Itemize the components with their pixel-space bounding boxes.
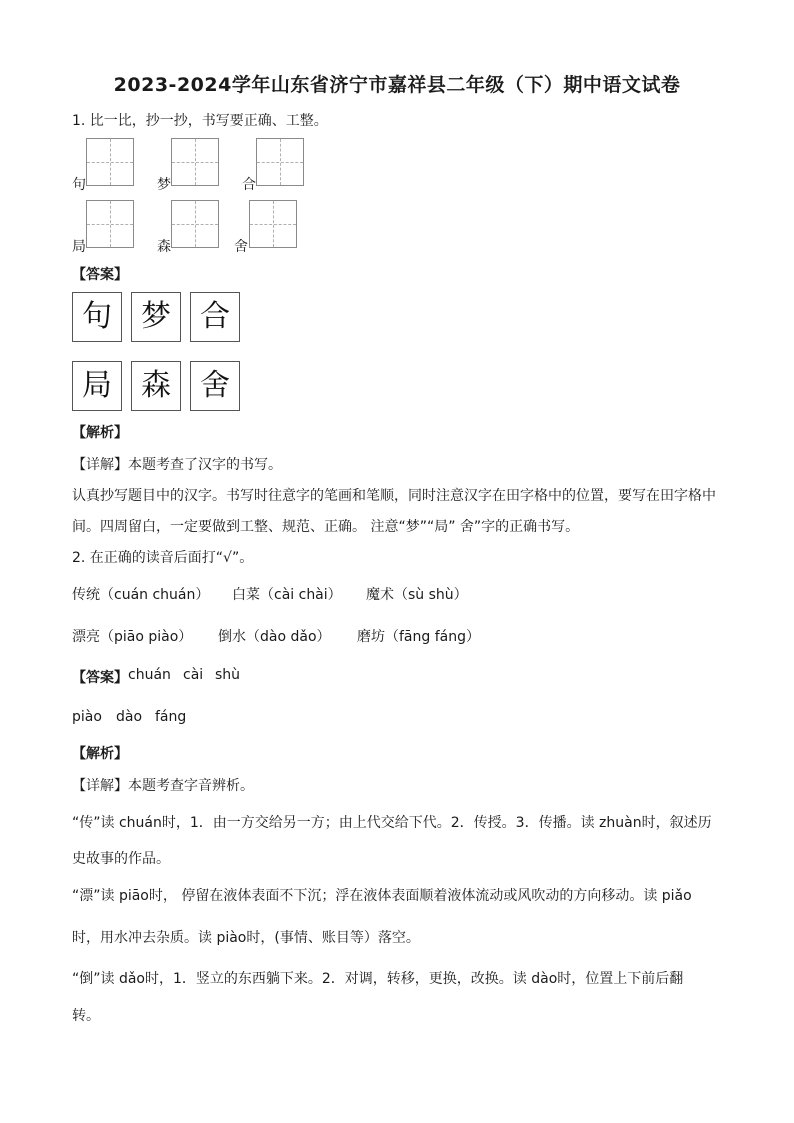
answer-pinyin: shù — [215, 667, 241, 683]
question-2-prompt: 2. 在正确的读音后面打“√”。 — [72, 550, 254, 566]
answer-char-box — [190, 361, 240, 411]
char-label: 森 — [157, 239, 171, 255]
answer-pinyin: fáng — [155, 709, 187, 725]
answer-pinyin: piào — [72, 709, 102, 725]
answer-pinyin: cài — [183, 667, 204, 683]
answer-pinyin: chuán — [128, 667, 171, 683]
explanation-line: “传”读 chuán时，1．由一方交给另一方；由上代交给下代。2．传授。3．传播。读 zhuàn时，叙述历 — [72, 815, 712, 831]
answer-pinyin: dào — [116, 709, 143, 725]
explanation-line: 转。 — [72, 1008, 100, 1024]
pinyin-option[interactable]: 魔术（sù shù） — [366, 587, 468, 603]
explanation-line: 时，用水冲去杂质。读 piào时，(事情、账目等）落空。 — [72, 930, 420, 946]
pinyin-option[interactable]: 漂亮（piāo piào） — [72, 629, 193, 645]
answer-char: 森 — [141, 368, 171, 403]
char-label: 梦 — [157, 177, 171, 193]
analysis-tag: 【解析】 — [72, 746, 128, 762]
answer-char-box — [72, 292, 122, 342]
detail-text: 【详解】本题考查字音辨析。 — [72, 778, 254, 794]
writing-grid-box[interactable] — [249, 200, 297, 248]
writing-grid-box[interactable] — [86, 138, 134, 186]
explanation-line: 史故事的作品。 — [72, 851, 170, 867]
pinyin-option[interactable]: 倒水（dào dǎo） — [218, 629, 331, 645]
explanation-line: “倒”读 dǎo时，1．竖立的东西躺下来。2．对调，转移，更换，改换。读 dào时，位置上下前后翻 — [72, 971, 684, 987]
answer-char: 梦 — [141, 299, 171, 334]
char-label: 舍 — [234, 239, 248, 255]
analysis-tag: 【解析】 — [72, 425, 128, 441]
char-label: 句 — [72, 177, 86, 193]
pinyin-option[interactable]: 磨坊（fāng fáng） — [357, 629, 480, 645]
question-1-prompt: 1. 比一比，抄一抄，书写要正确、工整。 — [72, 113, 328, 129]
detail-text: 【详解】本题考查了汉字的书写。 — [72, 457, 282, 473]
writing-grid-box[interactable] — [171, 200, 219, 248]
answer-char-box — [131, 292, 181, 342]
answer-char-box — [72, 361, 122, 411]
char-label: 合 — [242, 177, 256, 193]
answer-tag: 【答案】 — [72, 267, 128, 283]
page-title: 2023-2024学年山东省济宁市嘉祥县二年级（下）期中语文试卷 — [113, 74, 681, 96]
answer-char-box — [131, 361, 181, 411]
answer-char-box — [190, 292, 240, 342]
explanation-line: 认真抄写题目中的汉字。书写时往意字的笔画和笔顺，同时注意汉字在田字格中的位置，要写在田字格中 — [72, 488, 716, 504]
char-label: 局 — [72, 239, 86, 255]
writing-grid-box[interactable] — [171, 138, 219, 186]
explanation-line: 间。四周留白，一定要做到工整、规范、正确。 注意“梦”“局” 舍”字的正确书写。 — [72, 519, 580, 535]
answer-char: 局 — [82, 368, 112, 403]
answer-char: 合 — [200, 299, 230, 334]
pinyin-option[interactable]: 白菜（cài chài） — [232, 587, 342, 603]
writing-grid-box[interactable] — [86, 200, 134, 248]
pinyin-option[interactable]: 传统（cuán chuán） — [72, 587, 210, 603]
answer-char: 句 — [82, 299, 112, 334]
answer-char: 舍 — [200, 368, 230, 403]
answer-tag: 【答案】 — [72, 670, 128, 686]
writing-grid-box[interactable] — [256, 138, 304, 186]
explanation-line: “漂”读 piāo时， 停留在液体表面不下沉；浮在液体表面顺着液体流动或风吹动的方向移动。读 piǎo — [72, 888, 692, 904]
